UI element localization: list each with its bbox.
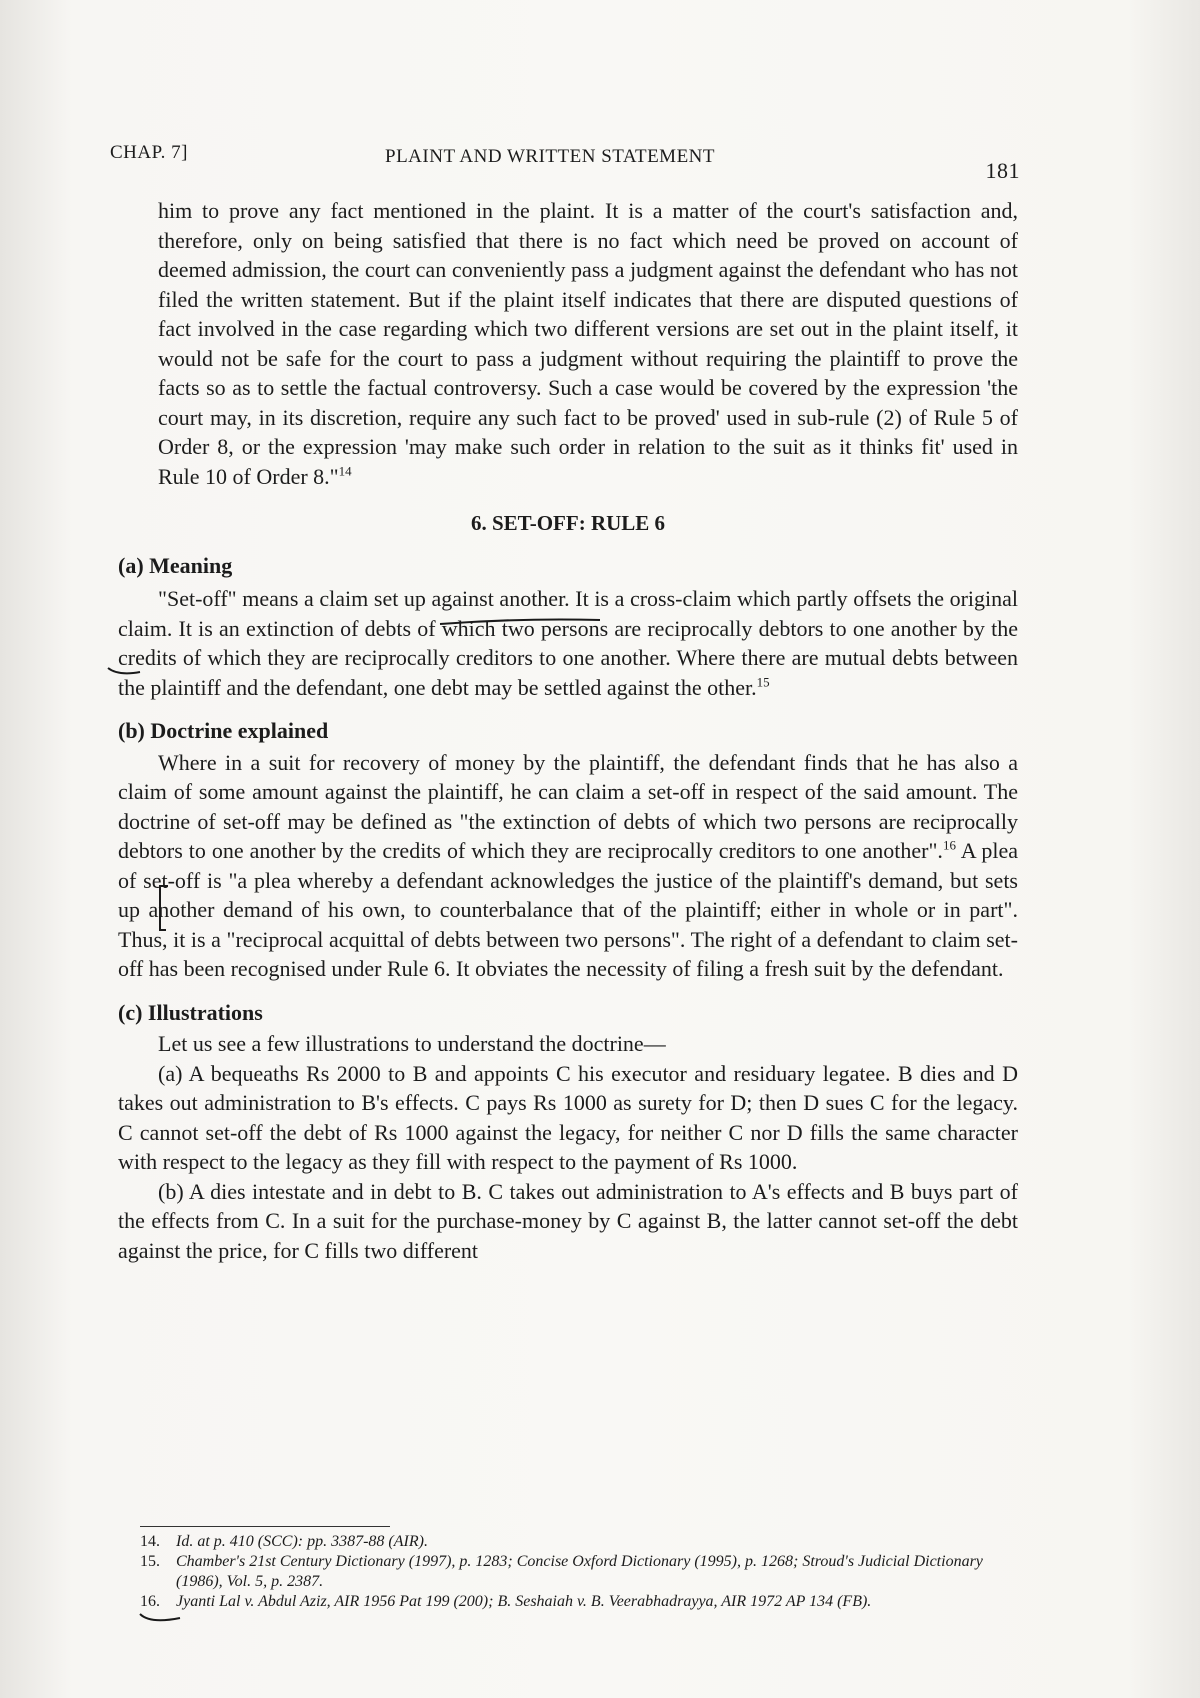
footnote-number: 15. — [140, 1553, 160, 1570]
running-title: PLAINT AND WRITTEN STATEMENT — [385, 146, 716, 167]
doctrine-text-a: Where in a suit for recovery of money by the plaintiff, the defendant finds that he has also a claim of some amount against the plaintiff, he can claim a set-off in respect of the said amount. The doctrine of set-off may be defined as "the extinction of debts of which two persons are reciprocally debtors to one another by the credits of which they are reciprocally creditors to one another". — [118, 749, 1018, 863]
chapter-label: CHAP. 7] — [110, 142, 188, 163]
illustrations-heading: (c) Illustrations — [118, 999, 263, 1025]
footnote-ref-15: 15 — [756, 674, 770, 690]
running-header — [110, 138, 1020, 183]
meaning-text: "Set-off" means a claim set up against another. It is a cross-claim which partly offsets the original claim. It is an extinction of debts of which two persons are reciprocally debtors to one another by the credits of which they are reciprocally creditors to one another. Where there are mutual debts between the plaintiff and the defendant, one debt may be settled against the other. — [118, 586, 1018, 700]
continuation-text: him to prove any fact mentioned in the plaint. It is a matter of the court's satisfaction and, therefore, only on being satisfied that there is no fact which need be proved on account of deemed admission, the court can conveniently pass a judgment against the defendant who has not filed the written statement. But if the plaint itself indicates that there are disputed questions of fact involved in the case regarding which two different versions are set out in the plaint itself, it would not be safe for the court to pass a judgment without requiring the plaintiff to prove the facts so as to settle the factual controversy. Such a case would be covered by the expression 'the court may, in its discretion, require any such fact to be proved' used in sub-rule (2) of Rule 5 of Order 8, or the expression 'may make such order in relation to the suit as it thinks fit' used in Rule 10 of Order 8." — [158, 198, 1018, 489]
continuation-paragraph — [118, 196, 1018, 491]
footnote-ref-14: 14 — [338, 463, 352, 479]
footnote-text: Chamber's 21st Century Dictionary (1997), p. 1283; Concise Oxford Dictionary (1995), p. 1268; Stroud's Judicial Dictionary (1986), Vol. 5, p. 2387. — [176, 1553, 983, 1590]
footnote-number: 14. — [140, 1533, 160, 1550]
footnote-text: Id. at p. 410 (SCC): pp. 3387-88 (AIR). — [176, 1533, 428, 1550]
meaning-paragraph — [118, 584, 1018, 702]
footnote-ref-16: 16 — [942, 837, 956, 853]
doctrine-text-b: A plea of set-off is "a plea whereby a defendant acknowledges the justice of the plaintiff's demand, but sets up another demand of his own, to counterbalance that of the plaintiff; either in whole or in part". Thus, it is a "reciprocal acquittal of debts between two persons". The right of a defendant to claim set-off has been recognised under Rule 6. It obviates the necessity of filing a fresh suit by the defendant. — [118, 838, 1018, 981]
doctrine-paragraph — [118, 748, 1018, 984]
footnote-14 — [140, 1532, 1020, 1552]
section-heading: 6. SET-OFF: RULE 6 — [470, 511, 666, 535]
page-body — [118, 196, 1018, 1265]
illustrations-intro: Let us see a few illustrations to understand the doctrine— — [158, 1031, 666, 1056]
footnote-15 — [140, 1552, 1020, 1592]
illustration-a: (a) A bequeaths Rs 2000 to B and appoints C his executor and residuary legatee. B dies and D takes out administration to B's effects. C pays Rs 1000 as surety for D; then D sues C for the legacy. C cannot set-off the debt of Rs 1000 against the legacy, for neither C nor D fills the same character with respect to the legacy as they fill with respect to the payment of Rs 1000. — [118, 1060, 1018, 1174]
footnote-number: 16. — [140, 1593, 160, 1610]
page-number: 181 — [985, 158, 1020, 183]
footnote-text: Jyanti Lal v. Abdul Aziz, AIR 1956 Pat 199 (200); B. Seshaiah v. B. Veerabhadrayya, AIR 1972 AP 134 (FB). — [176, 1593, 872, 1610]
footnotes — [140, 1532, 1020, 1612]
meaning-heading: (a) Meaning — [118, 552, 233, 578]
doctrine-heading: (b) Doctrine explained — [118, 718, 329, 743]
footnote-divider — [140, 1526, 390, 1527]
footnote-16 — [140, 1592, 1020, 1612]
footnote-tick-mark — [140, 1614, 180, 1620]
illustration-b: (b) A dies intestate and in debt to B. C takes out administration to A's effects and B buys part of the effects from C. In a suit for the purchase-money by C against B, the latter cannot set-off the debt against the price, for C fills two different — [118, 1178, 1018, 1263]
